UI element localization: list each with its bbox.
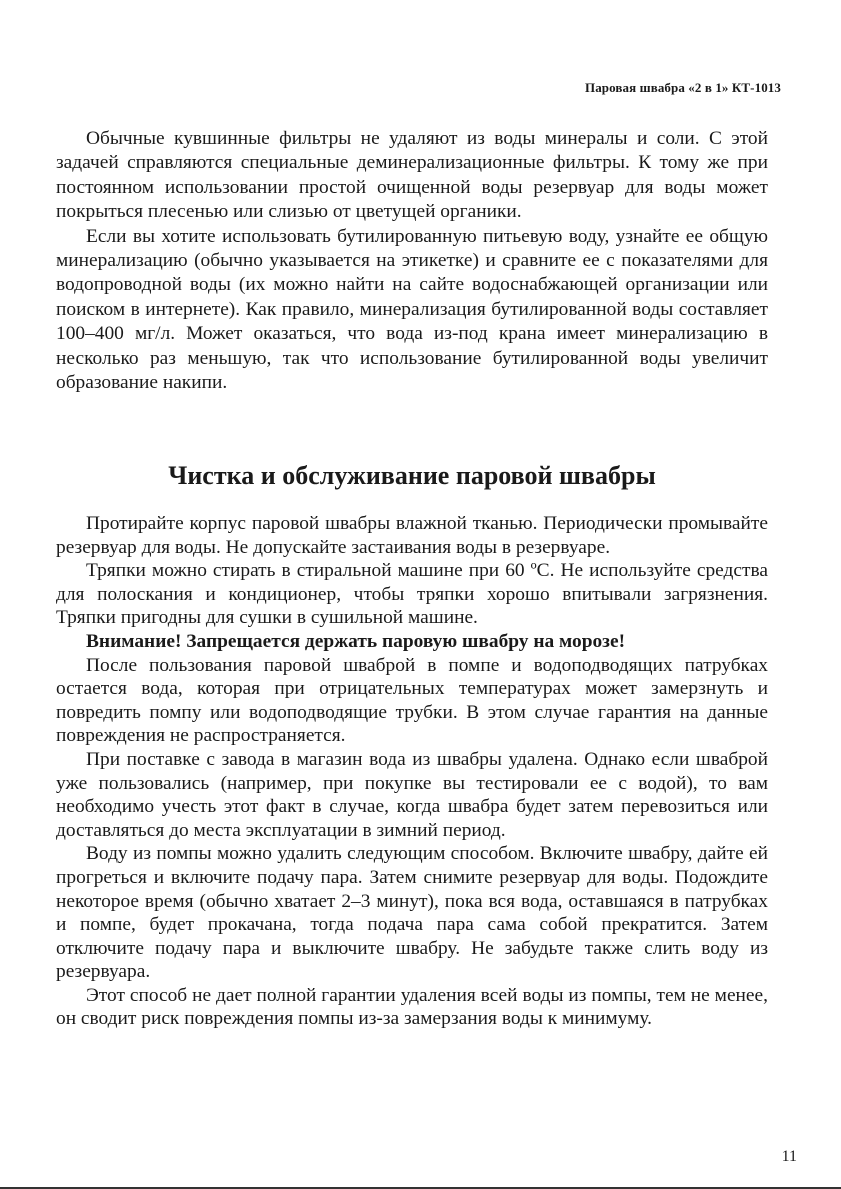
- paragraph: Протирайте корпус паровой швабры влажной тканью. Периодически промывайте резервуар для воды. Не допускайте застаивания воды в резервуаре.: [56, 513, 768, 558]
- paragraph: Тряпки можно стирать в стиральной машине при 60 ºC. Не используйте средства для полоскания и кондиционер, чтобы тряпки хорошо впитывали загрязнения. Тряпки пригодны для сушки в сушильной машине.: [56, 560, 768, 629]
- paragraph: Обычные кувшинные фильтры не удаляют из воды минералы и соли. С этой задачей справляются специальные деминерализационные фильтры. К тому же при постоянном использовании простой очищенной воды резервуар для воды может покрыться плесенью или слизью от цветущей органики.: [56, 128, 768, 223]
- section-intro-text: [56, 127, 768, 395]
- running-header: Паровая швабра «2 в 1» КТ-1013: [585, 80, 781, 95]
- section-heading: Чистка и обслуживание паровой швабры: [168, 461, 656, 490]
- warning-text: Внимание! Запрещается держать паровую швабру на морозе!: [86, 630, 626, 652]
- section-cleaning-text: [56, 512, 768, 1031]
- paragraph: При поставке с завода в магазин вода из швабры удалена. Однако если шваброй уже пользовались (например, при покупке вы тестировали ее с водой), то вам необходимо учесть этот факт в случае, когда швабра будет затем перевозиться или доставляться до места эксплуатации в зимний период.: [56, 748, 768, 841]
- paragraph: Воду из помпы можно удалить следующим способом. Включите швабру, дайте ей прогреться и включите подачу пара. Затем снимите резервуар для воды. Подождите некоторое время (обычно хватает 2–3 минут), пока вся вода, оставшаяся в патрубках и помпе, будет прокачана, тогда подача пара сама собой прекратится. Затем отключите подачу пара и выключите швабру. Не забудьте также слить воду из резервуара.: [56, 843, 768, 983]
- page-number: 11: [781, 1148, 797, 1165]
- paragraph: Этот способ не дает полной гарантии удаления всей воды из помпы, тем не менее, он сводит риск повреждения помпы из-за замерзания воды к минимуму.: [56, 984, 768, 1030]
- paragraph: После пользования паровой шваброй в помпе и водоподводящих патрубках остается вода, которая при отрицательных температурах может замерзнуть и повредить помпу или водоподводящие трубки. В этом случае гарантия на данные повреждения не распространяется.: [56, 654, 768, 747]
- paragraph: Если вы хотите использовать бутилированную питьевую воду, узнайте ее общую минерализацию (обычно указывается на этикетке) и сравните ее с показателями для водопроводной воды (их можно найти на сайте водоснабжающей организации или поиском в интернете). Как правило, минерализация бутилированной воды составляет 100–400 мг/л. Может оказаться, что вода из-под крана имеет минерализацию в несколько раз меньшую, так что использование бутилированной воды увеличит образование накипи.: [56, 225, 768, 394]
